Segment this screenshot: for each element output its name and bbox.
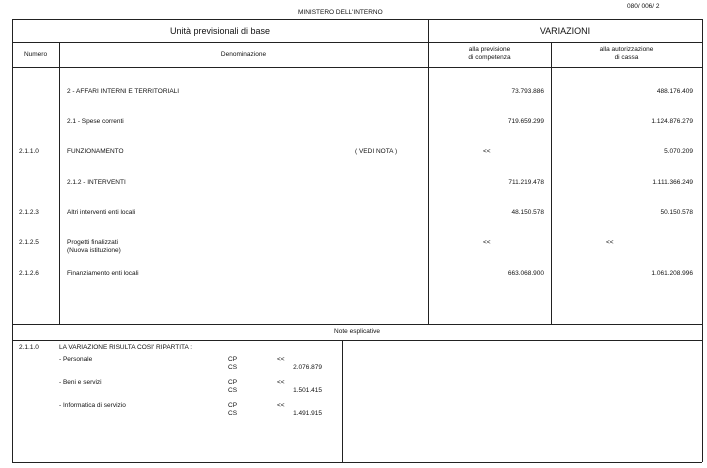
- row-cassa: 1.111.366.249: [652, 179, 693, 186]
- row-cassa: 1.061.208.996: [651, 270, 693, 277]
- row-denominazione: 2.1 - Spese correnti: [67, 118, 124, 125]
- ministry-title: MINISTERO DELL'INTERNO: [298, 9, 383, 16]
- row-cassa: 50.150.578: [660, 209, 693, 216]
- notes-item-label: - Informatica di servizio: [59, 402, 126, 409]
- row-competenza: 719.659.299: [507, 118, 544, 125]
- row-competenza: <<: [483, 148, 491, 155]
- header-unita: Unità previsionali di base: [169, 26, 271, 36]
- row-numero: 2.1.2.3: [19, 209, 39, 216]
- row-competenza: 73.793.886: [511, 88, 544, 95]
- notes-item-cp: CP: [228, 379, 238, 386]
- notes-item-cs: CS: [228, 387, 238, 394]
- row-competenza: 711.219.478: [508, 179, 544, 186]
- row-denominazione: 2.1.2 - INTERVENTI: [67, 179, 126, 186]
- row-denominazione: Progetti finalizzati: [67, 239, 118, 246]
- row-denominazione: FUNZIONAMENTO: [67, 148, 124, 155]
- header-competenza-l1: alla previsione: [468, 46, 511, 53]
- notes-title: Note esplicative: [334, 328, 380, 335]
- row-competenza: 48.150.578: [511, 209, 544, 216]
- notes-item-cp-value: <<: [277, 356, 285, 363]
- notes-item-cp: CP: [228, 356, 238, 363]
- row-nota: ( VEDI NOTA ): [355, 148, 398, 155]
- header-cassa-l1: alla autorizzazione: [599, 46, 654, 53]
- row-denominazione: Altri interventi enti locali: [67, 209, 136, 216]
- notes-heading: LA VARIAZIONE RISULTA COSI' RIPARTITA :: [59, 344, 193, 351]
- notes-item-cs-value: 2.076.879: [293, 364, 322, 371]
- header-denominazione: Denominazione: [220, 51, 267, 58]
- row-cassa: 1.124.876.279: [651, 118, 693, 125]
- row-cassa: 488.176.409: [656, 88, 693, 95]
- row-denominazione: 2 - AFFARI INTERNI E TERRITORIALI: [67, 88, 180, 95]
- notes-item-cp-value: <<: [277, 379, 285, 386]
- notes-item-cs-value: 1.491.915: [293, 410, 322, 417]
- row-denominazione-2: (Nuova istituzione): [67, 247, 121, 254]
- header-numero: Numero: [23, 51, 48, 58]
- row-numero: 2.1.1.0: [19, 148, 39, 155]
- notes-item-cp-value: <<: [277, 402, 285, 409]
- row-competenza: 663.068.900: [507, 270, 544, 277]
- row-cassa: <<: [606, 239, 614, 246]
- header-competenza-l2: di competenza: [468, 54, 511, 61]
- row-denominazione: Finanziamento enti locali: [67, 270, 139, 277]
- row-numero: 2.1.2.5: [19, 239, 39, 246]
- header-variazioni: VARIAZIONI: [539, 26, 591, 36]
- page-reference: 080/ 006/ 2: [627, 3, 660, 10]
- notes-item-cs-value: 1.501.415: [293, 387, 322, 394]
- row-competenza: <<: [483, 239, 491, 246]
- notes-item-label: - Personale: [59, 356, 93, 363]
- notes-item-cp: CP: [228, 402, 238, 409]
- header-cassa-l2: di cassa: [614, 54, 639, 61]
- notes-item-cs: CS: [228, 410, 238, 417]
- notes-item-label: - Beni e servizi: [59, 379, 102, 386]
- notes-numero: 2.1.1.0: [19, 344, 39, 351]
- notes-item-cs: CS: [228, 364, 238, 371]
- row-cassa: 5.070.209: [664, 148, 693, 155]
- row-numero: 2.1.2.6: [19, 270, 39, 277]
